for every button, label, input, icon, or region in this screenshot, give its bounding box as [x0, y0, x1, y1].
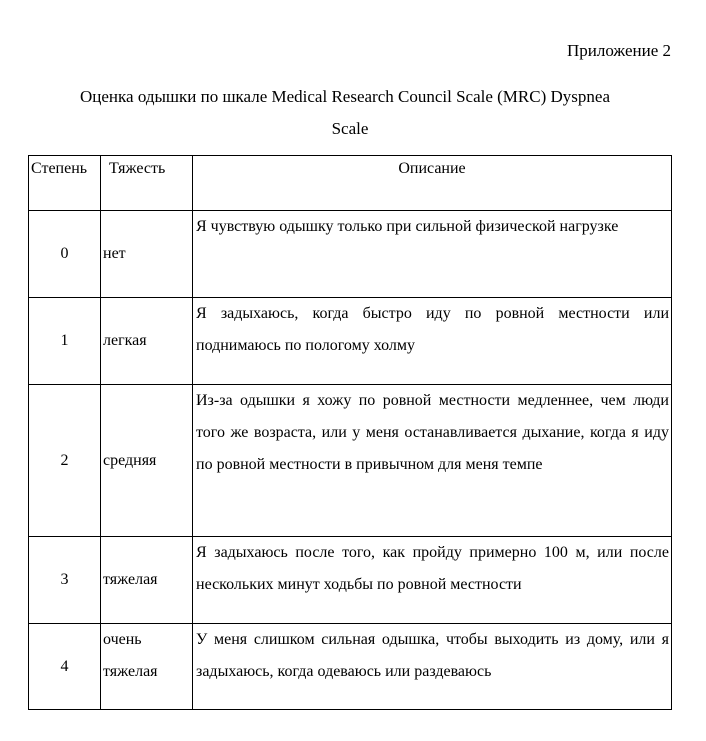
- degree-cell: 1: [29, 298, 101, 385]
- severity-cell: очень тяжелая: [101, 624, 193, 710]
- header-severity: Тяжесть: [101, 156, 193, 211]
- description-cell: Я чувствую одышку только при сильной физической нагрузке: [193, 211, 672, 298]
- title-line-2: Scale: [331, 119, 369, 138]
- degree-cell: 3: [29, 537, 101, 624]
- table-header-row: [29, 156, 672, 211]
- table-row: [29, 624, 672, 710]
- document-title: [80, 81, 670, 145]
- severity-cell: средняя: [101, 385, 193, 537]
- table-row: [29, 385, 672, 537]
- severity-cell: нет: [101, 211, 193, 298]
- degree-cell: 4: [29, 624, 101, 710]
- appendix-label: Приложение 2: [567, 41, 671, 60]
- mrc-dyspnea-table: [28, 155, 672, 710]
- description-cell: Я задыхаюсь, когда быстро иду по ровной местности или поднимаюсь по пологому холму: [193, 298, 672, 385]
- description-cell: У меня слишком сильная одышка, чтобы выходить из дому, или я задыхаюсь, когда одеваюсь или раздеваюсь: [193, 624, 672, 710]
- table-row: [29, 298, 672, 385]
- degree-cell: 0: [29, 211, 101, 298]
- title-line-1: Оценка одышки по шкале Medical Research Council Scale (MRC) Dyspnea: [80, 87, 610, 106]
- header-degree: Степень: [29, 156, 101, 211]
- severity-cell: легкая: [101, 298, 193, 385]
- severity-cell: тяжелая: [101, 537, 193, 624]
- table-row: [29, 537, 672, 624]
- description-cell: Из-за одышки я хожу по ровной местности медленнее, чем люди того же возраста, или у меня останавливается дыхание, когда я иду по ровной местности в привычном для меня темпе: [193, 385, 672, 537]
- table-row: [29, 211, 672, 298]
- header-description: Описание: [193, 156, 672, 211]
- description-cell: Я задыхаюсь после того, как пройду примерно 100 м, или после нескольких минут ходьбы по ровной местности: [193, 537, 672, 624]
- degree-cell: 2: [29, 385, 101, 537]
